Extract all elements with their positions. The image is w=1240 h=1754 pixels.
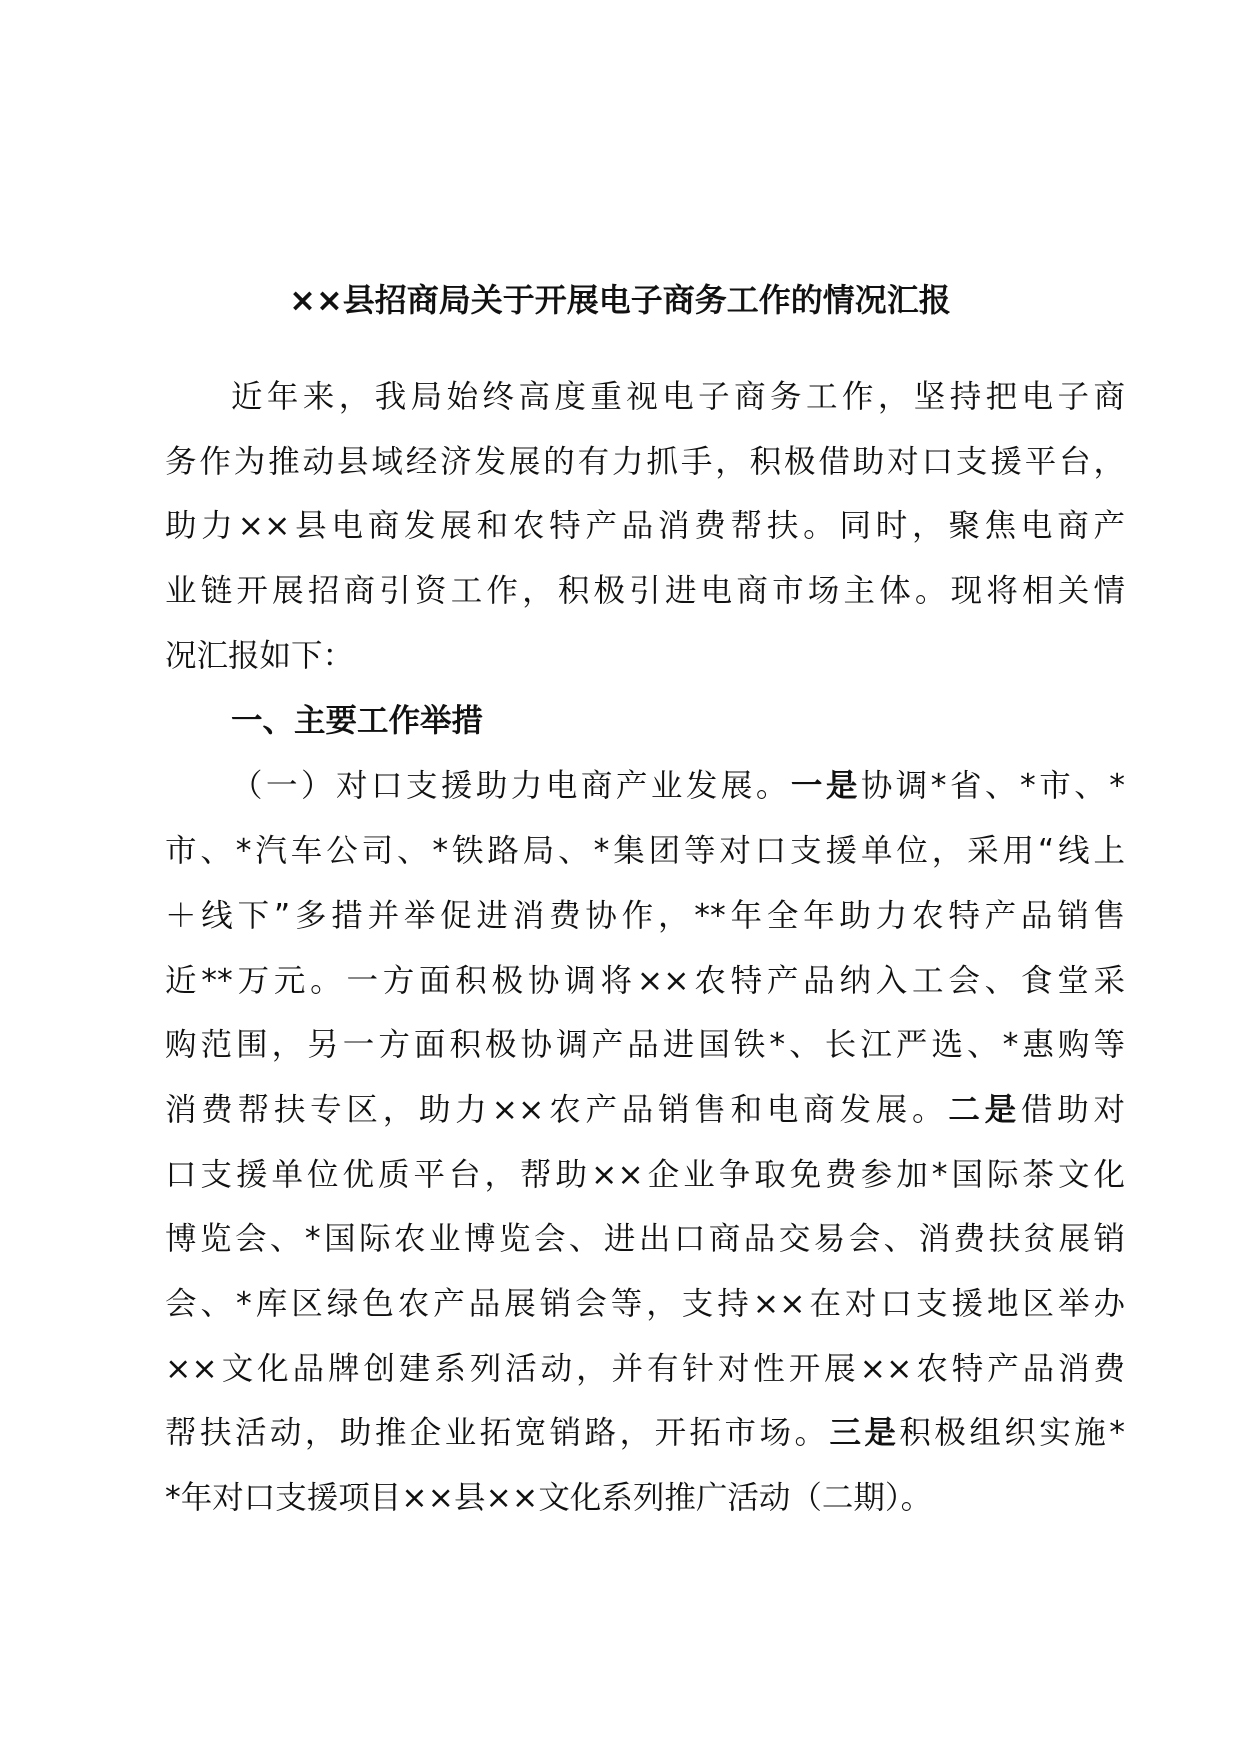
text-line: [165, 1207, 1125, 1272]
text-segment: ＋线下”多措并举促进消费协作，**年全年助力农特产品销售: [165, 897, 1125, 934]
text-segment: 一、主要工作举措: [231, 703, 484, 740]
bold-lead-text: 三是: [829, 1415, 900, 1452]
text-line: [165, 819, 1125, 884]
text-segment: 口支援单位优质平台，帮助××企业争取免费参加*国际茶文化: [165, 1156, 1125, 1193]
text-segment: 近年来，我局始终高度重视电子商务工作，坚持把电子商: [231, 379, 1125, 415]
text-segment: 务作为推动县域经济发展的有力抓手，积极借助对口支援平台，: [165, 443, 1125, 480]
text-segment: 业链开展招商引资工作，积极引进电商市场主体。现将相关情: [165, 573, 1125, 610]
text-line: [165, 559, 1125, 624]
text-segment: 博览会、*国际农业博览会、进出口商品交易会、消费扶贫展销: [165, 1221, 1125, 1258]
text-line: [165, 754, 1125, 819]
text-line: [165, 1466, 1125, 1531]
text-line: [165, 1272, 1125, 1337]
text-segment: ××文化品牌创建系列活动，并有针对性开展××农特产品消费: [165, 1350, 1125, 1387]
text-segment: 会、*库区绿色农产品展销会等，支持××在对口支援地区举办: [165, 1285, 1125, 1322]
text-line: [165, 1401, 1125, 1466]
text-line: [165, 494, 1125, 559]
text-line: [165, 624, 1125, 689]
text-segment: 近**万元。一方面积极协调将××农特产品纳入工会、食堂采: [165, 962, 1125, 999]
text-line: [165, 884, 1125, 949]
text-line: [165, 365, 1125, 430]
document-body: [165, 365, 1125, 1531]
text-line: [165, 1078, 1125, 1143]
text-segment: 消费帮扶专区，助力××农产品销售和电商发展。: [165, 1091, 949, 1128]
text-line: [165, 430, 1125, 495]
text-line: [165, 1013, 1125, 1078]
text-segment: 积极组织实施*: [899, 1415, 1125, 1452]
document-title: ××县招商局关于开展电子商务工作的情况汇报: [289, 281, 951, 319]
text-line: [165, 1143, 1125, 1208]
text-segment: 借助对: [1020, 1091, 1125, 1128]
text-segment: 协调*省、*市、*: [860, 768, 1125, 805]
text-segment: 助力××县电商发展和农特产品消费帮扶。同时，聚焦电商产: [165, 508, 1125, 545]
text-line: [165, 1337, 1125, 1402]
text-segment: 市、*汽车公司、*铁路局、*集团等对口支援单位，采用“线上: [165, 833, 1125, 870]
text-segment: （一）对口支援助力电商产业发展。: [231, 768, 791, 805]
text-segment: 购范围，另一方面积极协调产品进国铁*、长江严选、*惠购等: [165, 1027, 1125, 1064]
text-segment: *年对口支援项目××县××文化系列推广活动（二期）。: [165, 1480, 933, 1516]
text-segment: 况汇报如下：: [165, 637, 355, 674]
text-segment: 帮扶活动，助推企业拓宽销路，开拓市场。: [165, 1415, 830, 1452]
section-heading: [165, 688, 1125, 754]
text-line: [165, 949, 1125, 1014]
bold-lead-text: 二是: [948, 1091, 1021, 1128]
bold-lead-text: 一是: [790, 768, 861, 805]
